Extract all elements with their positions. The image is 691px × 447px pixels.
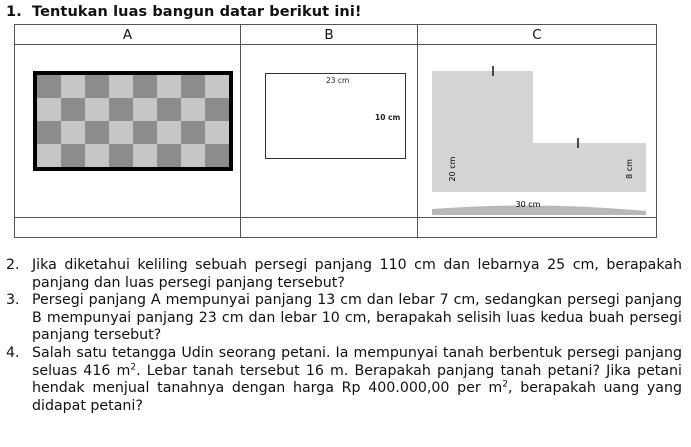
- shape-c-small-height-label: 8 cm: [625, 159, 634, 179]
- cell-a: [15, 45, 241, 218]
- checker-square: [157, 98, 181, 121]
- checker-square: [109, 144, 133, 167]
- answer-cell-a: [15, 218, 241, 238]
- figure-table: [14, 24, 657, 238]
- checker-square: [181, 98, 205, 121]
- question-3: [6, 292, 682, 345]
- checkerboard-rectangle: [33, 71, 233, 171]
- checker-square: [61, 98, 85, 121]
- question-number: 4.: [6, 344, 20, 361]
- answer-cell-b: [241, 218, 418, 238]
- l-shape: [432, 71, 646, 192]
- checker-square: [133, 98, 157, 121]
- shape-c-height-label: 20 cm: [448, 156, 457, 182]
- checker-square: [109, 121, 133, 144]
- cell-c: [418, 45, 657, 218]
- checker-square: [85, 144, 109, 167]
- header-b: B: [241, 25, 418, 45]
- checker-square: [205, 121, 229, 144]
- question-4: [6, 345, 682, 415]
- superscript: 2: [502, 379, 508, 390]
- checker-square: [37, 144, 61, 167]
- checker-square: [133, 121, 157, 144]
- checker-square: [61, 75, 85, 98]
- checker-square: [109, 75, 133, 98]
- question-text-part: Salah satu tetangga Udin seorang petani. Ia mempunyai tanah berbentuk persegi panjang seluas 416 m: [32, 344, 682, 379]
- shape-c-drawing: [418, 45, 657, 235]
- checker-square: [133, 75, 157, 98]
- checker-square: [181, 75, 205, 98]
- header-c: C: [418, 25, 657, 45]
- checker-square: [61, 121, 85, 144]
- checker-square: [61, 144, 85, 167]
- checker-square: [205, 75, 229, 98]
- checker-square: [205, 98, 229, 121]
- question-text-part: , berapakah uang yang didapat petani?: [32, 380, 682, 414]
- header-a: A: [15, 25, 241, 45]
- checker-square: [205, 144, 229, 167]
- checker-square: [37, 75, 61, 98]
- question-1-number: 1.: [6, 4, 22, 20]
- checker-square: [85, 121, 109, 144]
- question-1-text: Tentukan luas bangun datar berikut ini!: [32, 4, 362, 20]
- checker-square: [157, 144, 181, 167]
- question-list: [6, 257, 682, 415]
- question-2: [6, 257, 682, 292]
- checker-square: [109, 98, 133, 121]
- answer-cell-c: [418, 218, 657, 238]
- checker-square: [133, 144, 157, 167]
- rectangle-b-height-label: 10 cm: [375, 113, 401, 122]
- question-text: [32, 345, 682, 415]
- shape-c-width-label: 30 cm: [515, 200, 541, 209]
- checker-square: [157, 75, 181, 98]
- rectangle-b-width-label: 23 cm: [326, 76, 350, 85]
- checkerboard-pattern: [37, 75, 229, 167]
- checker-square: [157, 121, 181, 144]
- superscript: 2: [130, 361, 137, 372]
- question-number: 3.: [6, 292, 20, 309]
- cell-b: [241, 45, 418, 218]
- checker-square: [37, 121, 61, 144]
- checker-square: [181, 121, 205, 144]
- checker-square: [37, 98, 61, 121]
- question-text: Persegi panjang A mempunyai panjang 13 cm dan lebar 7 cm, sedangkan persegi panjang B mempunyai panjang 23 cm dan lebar 10 cm, berapakah selisih luas kedua buah persegi panjang tersebut?: [32, 292, 682, 344]
- question-text-part: . Lebar tanah tersebut 16 m. Berapakah panjang tanah petani? Jika petani hendak menjual tanahnya dengan harga Rp 400.000,00 per m: [32, 362, 682, 397]
- question-number: 2.: [6, 257, 20, 273]
- question-1: [6, 4, 362, 20]
- checker-square: [85, 75, 109, 98]
- checker-square: [85, 98, 109, 121]
- question-text: Jika diketahui keliling sebuah persegi panjang 110 cm dan lebarnya 25 cm, berapakah panjang dan luas persegi panjang tersebut?: [32, 257, 682, 291]
- checker-square: [181, 144, 205, 167]
